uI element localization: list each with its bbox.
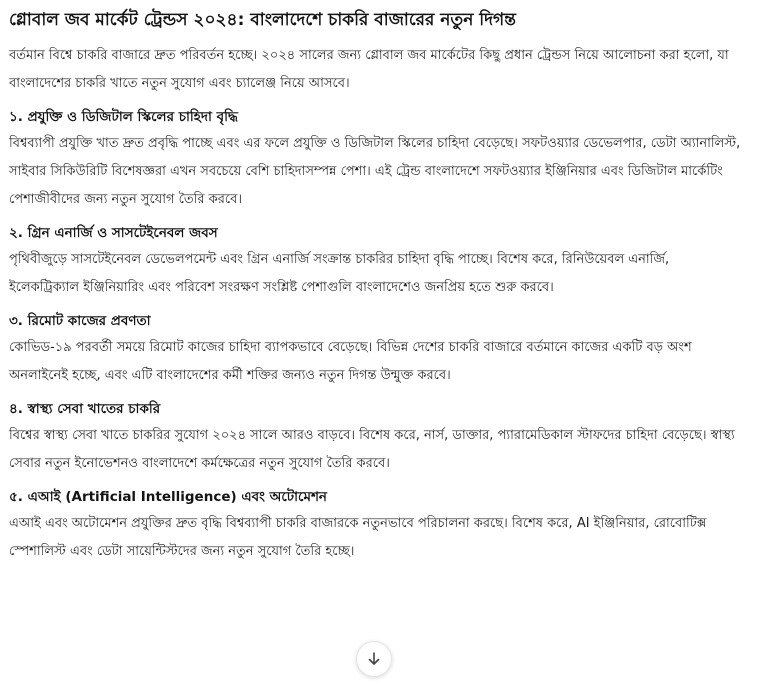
section-remote-work	[9, 308, 743, 390]
section-body: বিশ্বব্যাপী প্রযুক্তি খাত দ্রুত প্রবৃদ্ধি পাচ্ছে এবং এর ফলে প্রযুক্তি ও ডিজিটাল স্কিলের চাহিদা বেড়েছে। সফটওয়্যার ডেভেলপার, ডেটা অ্যানালিস্ট, সাইবার সিকিউরিটি বিশেষজ্ঞরা এখন সবচেয়ে বেশি চাহিদাসম্পন্ন পেশা। এই ট্রেন্ড বাংলাদেশে সফটওয়্যার ইঞ্জিনিয়ার এবং ডিজিটাল মার্কেটিং পেশাজীবীদের জন্য নতুন সুযোগ তৈরি করবে।	[9, 136, 741, 207]
section-healthcare	[9, 396, 743, 478]
section-body: পৃথিবীজুড়ে সাসটেইনেবল ডেভেলপমেন্ট এবং গ্রিন এনার্জি সংক্রান্ত চাকরির চাহিদা বৃদ্ধি পাচ্ছে। বিশেষ করে, রিনিউয়েবল এনার্জি, ইলেকট্রিক্যাল ইঞ্জিনিয়ারিং এবং পরিবেশ সংরক্ষণ সংশ্লিষ্ট পেশাগুলি বাংলাদেশেও জনপ্রিয় হতে শুরু করবে।	[9, 252, 670, 295]
section-body: বিশ্বের স্বাস্থ্য সেবা খাতে চাকরির সুযোগ ২০২৪ সালে আরও বাড়বে। বিশেষ করে, নার্স, ডাক্তার, প্যারামেডিকাল স্টাফদের চাহিদা বেড়েছে। স্বাস্থ্য সেবার নতুন ইনোভেশনও বাংলাদেশে কর্মক্ষেত্রের নতুন সুযোগ তৈরি করবে।	[9, 428, 735, 471]
section-heading: ৫. এআই (Artificial Intelligence) এবং অটোমেশন	[9, 489, 327, 505]
article-title: গ্লোবাল জব মার্কেট ট্রেন্ডস ২০২৪: বাংলাদেশে চাকরি বাজারের নতুন দিগন্ত	[9, 10, 516, 30]
section-heading: ২. গ্রিন এনার্জি ও সাসটেইনেবল জবস	[9, 225, 218, 241]
section-ai-automation	[9, 484, 743, 566]
section-green-energy	[9, 220, 743, 302]
section-heading: ৩. রিমোট কাজের প্রবণতা	[9, 313, 151, 329]
section-tech-skills	[9, 104, 743, 214]
section-heading: ১. প্রযুক্তি ও ডিজিটাল স্কিলের চাহিদা বৃদ্ধি	[9, 109, 238, 125]
arrow-down-icon	[366, 651, 382, 667]
article-intro: বর্তমান বিশ্বে চাকরি বাজারে দ্রুত পরিবর্তন হচ্ছে। ২০২৪ সালের জন্য গ্লোবাল জব মার্কেটের কিছু প্রধান ট্রেন্ডস নিয়ে আলোচনা করা হলো, যা বাংলাদেশের চাকরি খাতে নতুন সুযোগ এবং চ্যালেঞ্জ নিয়ে আসবে।	[9, 48, 729, 91]
section-body: কোভিড-১৯ পরবর্তী সময়ে রিমোট কাজের চাহিদা ব্যাপকভাবে বেড়েছে। বিভিন্ন দেশের চাকরি বাজারে বর্তমানে কাজের একটি বড় অংশ অনলাইনেই হচ্ছে, এবং এটি বাংলাদেশের কর্মী শক্তির জন্যও নতুন দিগন্ত উন্মুক্ত করবে।	[9, 340, 692, 383]
scroll-down-button[interactable]	[356, 641, 392, 677]
section-heading: ৪. স্বাস্থ্য সেবা খাতের চাকরি	[9, 401, 161, 417]
section-body: এআই এবং অটোমেশন প্রযুক্তির দ্রুত বৃদ্ধি বিশ্বব্যাপী চাকরি বাজারকে নতুনভাবে পরিচালনা করছে। বিশেষ করে, AI ইঞ্জিনিয়ার, রোবোটিক্স স্পেশালিস্ট এবং ডেটা সায়েন্টিস্টদের জন্য নতুন সুযোগ তৈরি হচ্ছে।	[9, 516, 707, 559]
